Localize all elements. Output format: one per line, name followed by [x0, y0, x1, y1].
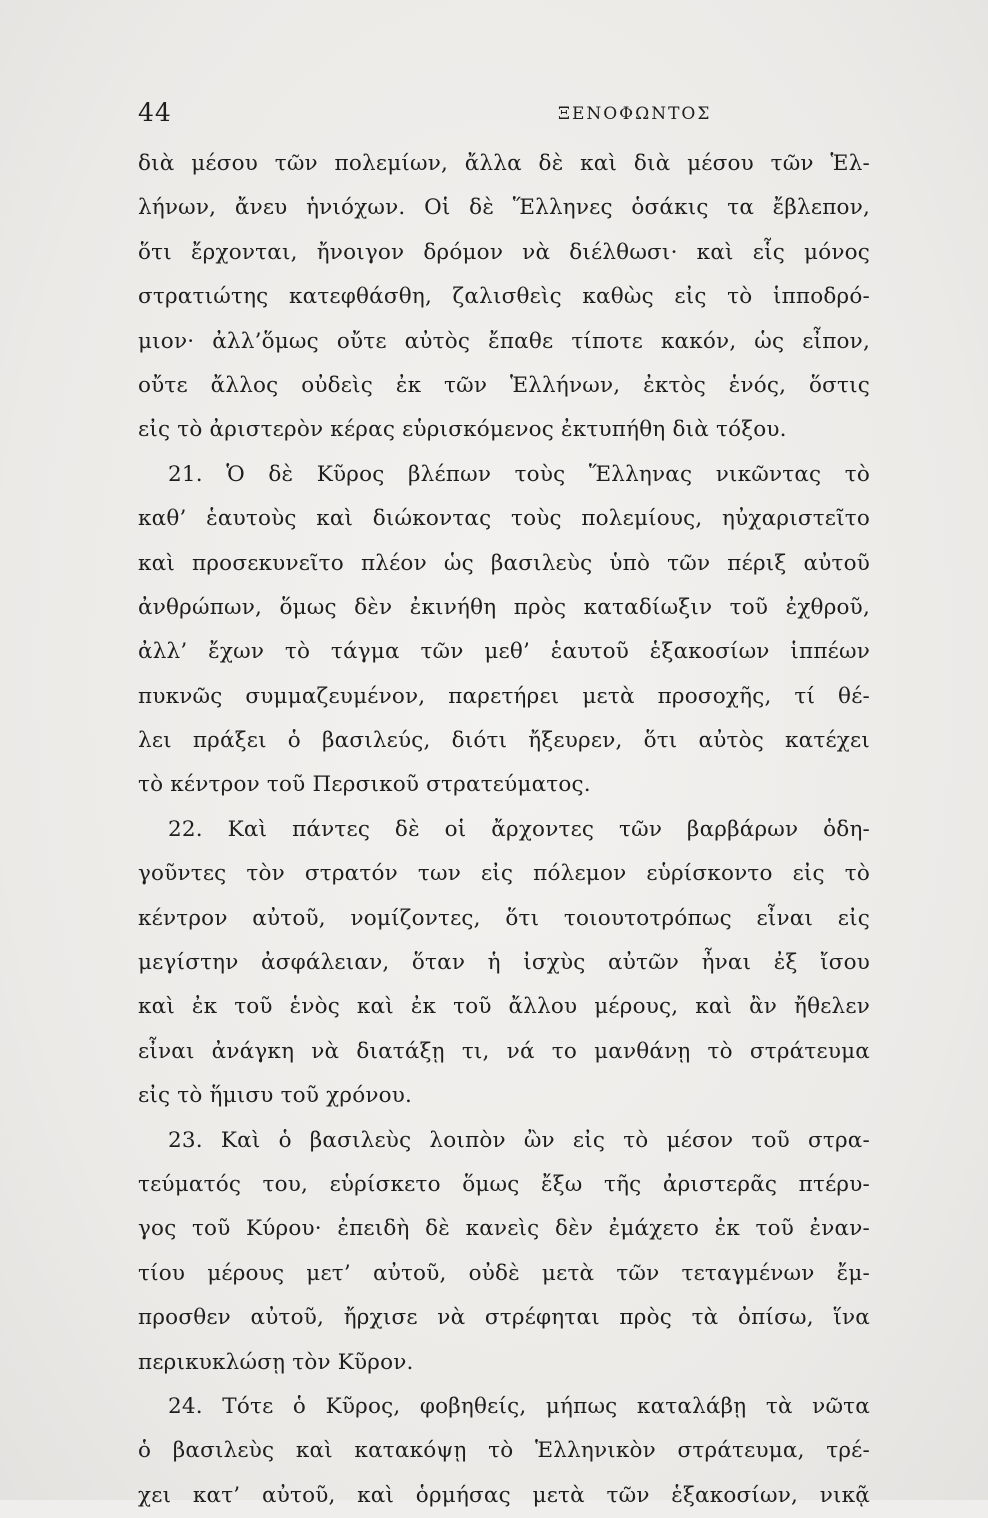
page-header: [138, 98, 870, 130]
text-line: περικυκλώσῃ τὸν Κῦρον.: [138, 1349, 414, 1375]
text-line: χει κατ’ αὐτοῦ, καὶ ὁρμήσας μετὰ τῶν ἑξακοσίων, νικᾷ: [138, 1482, 870, 1508]
text-line: κέντρον αὐτοῦ, νομίζοντες, ὅτι τοιουτοτρόπως εἶναι εἰς: [138, 905, 870, 931]
text-line: ὅτι ἔρχονται, ἤνοιγον δρόμον νὰ διέλθωσι· καὶ εἷς μόνος: [138, 239, 870, 265]
text-line: στρατιώτης κατεφθάσθη, ζαλισθεὶς καθὼς εἰς τὸ ἱπποδρό-: [138, 284, 870, 310]
text-line: τὸ κέντρον τοῦ Περσικοῦ στρατεύματος.: [138, 772, 591, 798]
paragraph-start-line: 22. Καὶ πάντες δὲ οἱ ἄρχοντες τῶν βαρβάρων ὁδη-: [168, 816, 870, 842]
text-line: τεύματός του, εὑρίσκετο ὅμως ἔξω τῆς ἀριστερᾶς πτέρυ-: [138, 1171, 870, 1197]
text-line: γοῦντες τὸν στρατόν των εἰς πόλεμον εὑρίσκοντο εἰς τὸ: [138, 861, 870, 887]
text-line: προσθεν αὐτοῦ, ἤρχισε νὰ στρέφηται πρὸς τὰ ὀπίσω, ἵνα: [138, 1305, 870, 1331]
text-line: εἰς τὸ ἥμισυ τοῦ χρόνου.: [138, 1083, 413, 1109]
paragraph-start-line: 21. Ὁ δὲ Κῦρος βλέπων τοὺς Ἕλληνας νικῶντας τὸ: [168, 461, 870, 487]
text-line: λήνων, ἄνευ ἡνιόχων. Οἱ δὲ Ἕλληνες ὁσάκις τα ἔβλεπον,: [138, 195, 870, 221]
text-line: γος τοῦ Κύρου· ἐπειδὴ δὲ κανεὶς δὲν ἐμάχετο ἐκ τοῦ ἐναν-: [138, 1216, 870, 1242]
text-line: ἀνθρώπων, ὅμως δὲν ἐκινήθη πρὸς καταδίωξιν τοῦ ἐχθροῦ,: [138, 594, 870, 620]
text-line: καὶ προσεκυνεῖτο πλέον ὡς βασιλεὺς ὑπὸ τῶν πέριξ αὐτοῦ: [138, 550, 870, 576]
paragraph-start-line: 24. Τότε ὁ Κῦρος, φοβηθείς, μήπως καταλάβῃ τὰ νῶτα: [168, 1393, 870, 1419]
text-line: καθ’ ἑαυτοὺς καὶ διώκοντας τοὺς πολεμίους, ηὐχαριστεῖτο: [138, 506, 870, 532]
text-line: εἰς τὸ ἀριστερὸν κέρας εὑρισκόμενος ἐκτυπήθη διὰ τόξου.: [138, 417, 787, 443]
paragraph-start-line: 23. Καὶ ὁ βασιλεὺς λοιπὸν ὢν εἰς τὸ μέσον τοῦ στρα-: [168, 1127, 870, 1153]
running-title: ΞΕΝΟΦΩΝΤΟΣ: [558, 104, 712, 124]
text-line: διὰ μέσου τῶν πολεμίων, ἄλλα δὲ καὶ διὰ μέσου τῶν Ἑλ-: [138, 151, 870, 176]
text-line: ἀλλ’ ἔχων τὸ τάγμα τῶν μεθ’ ἑαυτοῦ ἑξακοσίων ἱππέων: [138, 639, 870, 665]
text-line: πυκνῶς συμμαζευμένον, παρετήρει μετὰ προσοχῆς, τί θέ-: [138, 683, 870, 709]
text-line: τίου μέρους μετ’ αὐτοῦ, οὐδὲ μετὰ τῶν τεταγμένων ἔμ-: [138, 1260, 870, 1286]
page-number: 44: [138, 98, 172, 127]
text-line: καὶ ἐκ τοῦ ἑνὸς καὶ ἐκ τοῦ ἄλλου μέρους, καὶ ἂν ἤθελεν: [138, 994, 870, 1020]
text-line: ὁ βασιλεὺς καὶ κατακόψῃ τὸ Ἑλληνικὸν στράτευμα, τρέ-: [138, 1438, 870, 1464]
body-text: [138, 142, 870, 1518]
text-line: λει πράξει ὁ βασιλεύς, διότι ἤξευρεν, ὅτι αὐτὸς κατέχει: [138, 728, 870, 754]
text-line: μεγίστην ἀσφάλειαν, ὅταν ἡ ἰσχὺς αὐτῶν ἦναι ἐξ ἴσου: [138, 950, 870, 976]
text-line: μιον· ἀλλ’ὅμως οὔτε αὐτὸς ἔπαθε τίποτε κακόν, ὡς εἶπον,: [138, 328, 870, 354]
text-line: οὔτε ἄλλος οὐδεὶς ἐκ τῶν Ἑλλήνων, ἐκτὸς ἑνός, ὅστις: [138, 372, 870, 398]
text-line: εἶναι ἀνάγκη νὰ διατάξῃ τι, νά το μανθάνῃ τὸ στράτευμα: [138, 1038, 870, 1064]
